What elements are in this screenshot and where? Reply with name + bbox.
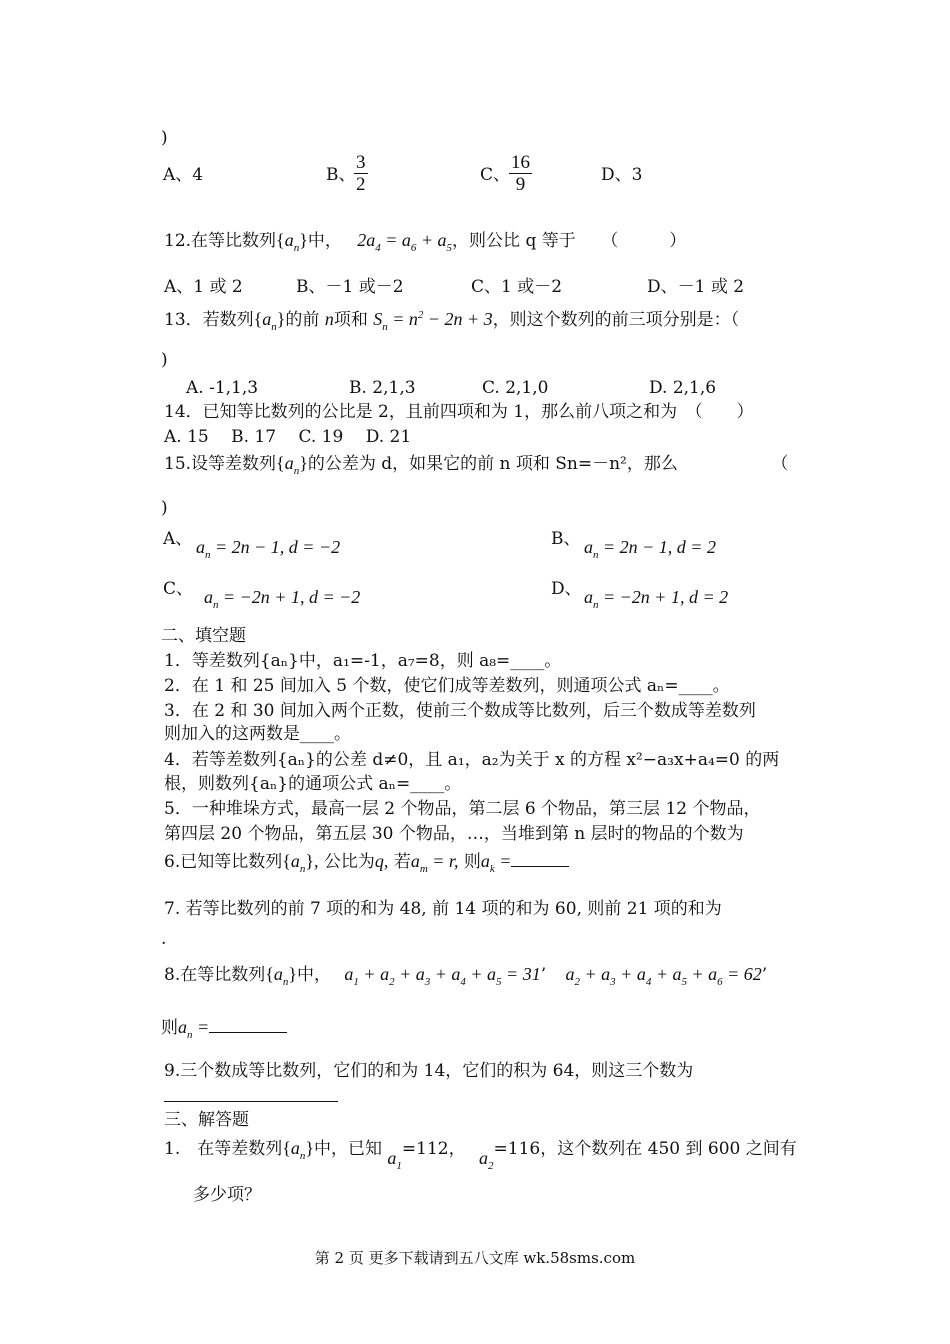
q11-option-b: B、 [326, 165, 356, 185]
q15-option-a-formula: $a_n = 2n - 1$, d = −2 [196, 537, 341, 561]
q11-option-c: C、 [480, 165, 511, 185]
q15-option-c-formula: $a_n = -2n + 1$, d = −2 [204, 587, 361, 611]
q12-option-c: C、1 或－2 [471, 277, 563, 297]
q12-option-d: D、－1 或 2 [647, 277, 745, 297]
q14-options: A. 15 B. 17 C. 19 D. 21 [164, 427, 412, 447]
fill-item-9-blank [164, 1101, 338, 1102]
q12-question: 12.在等比数列$\{a_n\}$中， $2a_4 = a_6 + a_5$，则公比 q 等于 （ ） [164, 230, 687, 254]
fill-item-3: 3．在 2 和 30 间加入两个正数，使前三个数成等比数列，后三个数成等差数列 [164, 701, 756, 721]
q15-option-a-label: A、 [163, 529, 193, 549]
page-footer: 第 2 页 更多下载请到五八文库 wk.58sms.com [314, 1249, 636, 1267]
q12-option-a: A、1 或 2 [164, 277, 243, 297]
q12-option-b: B、－1 或－2 [296, 277, 404, 297]
fill-item-3-cont: 则加入的这两数是____。 [164, 724, 351, 744]
fill-item-2: 2．在 1 和 25 间加入 5 个数，使它们成等差数列，则通项公式 aₙ=____。 [164, 676, 730, 696]
q15-option-c-label: C、 [163, 579, 194, 599]
fill-item-6: 6.已知等比数列$\{a_n\}$, 公比为q, 若$a_m = r$, 则$a_k$ = [164, 850, 569, 880]
q13-option-a: A. -1,1,3 [186, 378, 259, 398]
section3-heading: 三、解答题 [164, 1110, 249, 1130]
fill-item-5: 5．一种堆垛方式，最高一层 2 个物品，第二层 6 个物品，第三层 12 个物品， [164, 799, 761, 819]
q11-paren: ) [161, 128, 168, 148]
q13-question: 13．若数列$\{a_n\}$的前 n项和 $S_n = n^2 - 2n + 3$，则这个数列的前三项分别是：（ [164, 309, 740, 333]
q15-question: 15.设等差数列$\{a_n\}$的公差为 d，如果它的前 n 项和 Sn=－n²，那么 （ [164, 453, 789, 477]
fill-item-4: 4．若等差数列{aₙ}的公差 d≠0，且 a₁，a₂为关于 x 的方程 x²−a₃x+a₄=0 的两 [164, 750, 780, 770]
q14-question: 14．已知等比数列的公比是 2，且前四项和为 1，那么前八项之和为 （ ） [164, 402, 754, 422]
fill-item-9: 9.三个数成等比数列，它们的和为 14，它们的积为 64，则这三个数为 [164, 1061, 694, 1081]
q13-option-c: C. 2,1,0 [482, 378, 549, 398]
fill-item-4-cont: 根，则数列{aₙ}的通项公式 aₙ=____。 [164, 774, 462, 794]
q13-paren: ) [161, 350, 168, 370]
q11-option-c-fraction: $\frac{16}{9}$ [511, 152, 530, 195]
q15-option-b-formula: $a_n = 2n - 1$, d = 2 [584, 537, 716, 561]
section2-heading: 二、填空题 [161, 626, 246, 646]
q15-option-b-label: B、 [551, 529, 581, 549]
q15-paren: ) [161, 498, 168, 518]
fill-item-8: 8.在等比数列$\{a_n\}$中， $a_1 + a_2 + a_3 + a_4 + a_5 = 31$’ $a_2 + a_3 + a_4 + a_5 + a_6 = 62$’ [164, 964, 768, 988]
fill-item-1: 1．等差数列{aₙ}中，a₁=-1，a₇=8，则 a₈=____。 [164, 651, 562, 671]
fill-item-7: 7. 若等比数列的前 7 项的和为 48, 前 14 项的和为 60, 则前 21 项的和为 [164, 899, 722, 919]
q15-option-d-formula: $a_n = -2n + 1$, d = 2 [584, 587, 729, 611]
fill-item-7-dot: . [161, 929, 167, 949]
q13-option-b: B. 2,1,3 [349, 378, 416, 398]
q13-option-d: D. 2,1,6 [649, 378, 717, 398]
solve-item-1: 1. 在等差数列$\{a_n\}$中，已知 $a_1=112$， $a_2=116$，这个数列在 450 到 600 之间有 [164, 1138, 797, 1172]
q15-option-d-label: D、 [551, 579, 582, 599]
fill-item-8-answer: 则$a_n$ = [161, 1016, 287, 1046]
solve-item-1-cont: 多少项？ [193, 1185, 261, 1205]
q11-option-d: D、3 [601, 165, 643, 185]
fill-item-5-cont: 第四层 20 个物品，第五层 30 个物品，…，当堆到第 n 层时的物品的个数为 [164, 824, 744, 844]
q11-option-a: A、4 [163, 165, 204, 185]
q11-option-b-fraction: $\frac{3}{2}$ [356, 152, 366, 195]
